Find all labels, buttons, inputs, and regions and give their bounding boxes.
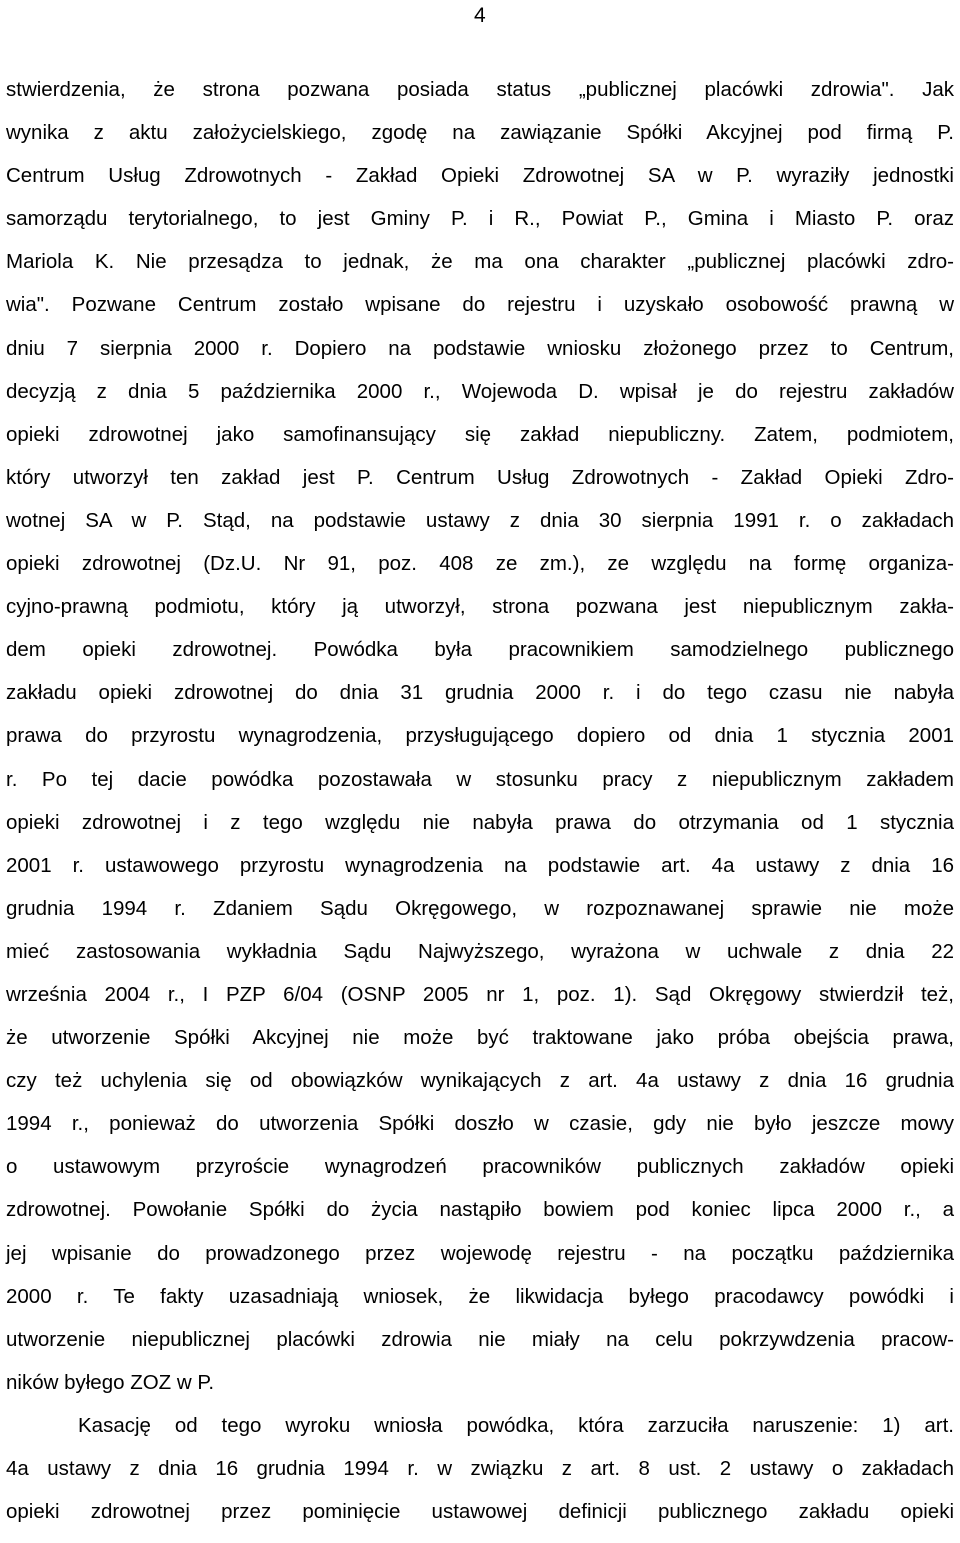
- text-line: dniu 7 sierpnia 2000 r. Dopiero na podstawie wniosku złożonego przez to Centrum,: [6, 336, 954, 360]
- text-line: opieki zdrowotnej i z tego względu nie nabyła prawa do otrzymania od 1 stycznia: [6, 810, 954, 834]
- text-line: 2001 r. ustawowego przyrostu wynagrodzenia na podstawie art. 4a ustawy z dnia 16: [6, 853, 954, 877]
- paragraph-1: [6, 68, 954, 1404]
- text-line: utworzenie niepublicznej placówki zdrowia nie miały na celu pokrzywdzenia pracow-: [6, 1327, 954, 1351]
- text-line: wia". Pozwane Centrum zostało wpisane do rejestru i uzyskało osobowość prawną w: [6, 293, 954, 317]
- text-line: 4a ustawy z dnia 16 grudnia 1994 r. w związku z art. 8 ust. 2 ustawy o zakładach: [6, 1457, 954, 1480]
- text-line: cyjno-prawną podmiotu, który ją utworzył, strona pozwana jest niepublicznym zakła-: [6, 595, 954, 619]
- text-line: opieki zdrowotnej (Dz.U. Nr 91, poz. 408 ze zm.), ze względu na formę organiza-: [6, 552, 954, 576]
- text-line: samorządu terytorialnego, to jest Gminy P. i R., Powiat P., Gmina i Miasto P. oraz: [6, 207, 954, 231]
- text-line: 2000 r. Te fakty uzasadniają wniosek, że likwidacja byłego pracodawcy powódki i: [6, 1284, 954, 1308]
- text-line: decyzją z dnia 5 października 2000 r., Wojewoda D. wpisał je do rejestru zakładów: [6, 379, 954, 403]
- paragraph-2: [6, 1404, 954, 1533]
- text-line: grudnia 1994 r. Zdaniem Sądu Okręgowego, w rozpoznawanej sprawie nie może: [6, 896, 954, 920]
- page-number: 4: [474, 4, 486, 27]
- text-line: opieki zdrowotnej jako samofinansujący się zakład niepubliczny. Zatem, podmiotem,: [6, 422, 954, 446]
- text-line: mieć zastosowania wykładnia Sądu Najwyższego, wyrażona w uchwale z dnia 22: [6, 939, 954, 963]
- text-line: września 2004 r., I PZP 6/04 (OSNP 2005 nr 1, poz. 1). Sąd Okręgowy stwierdził też,: [6, 982, 954, 1006]
- text-line: Centrum Usług Zdrowotnych - Zakład Opieki Zdrowotnej SA w P. wyraziły jednostki: [6, 164, 954, 188]
- text-line: opieki zdrowotnej przez pominięcie ustawowej definicji publicznego zakładu opieki: [6, 1500, 954, 1524]
- text-line: Mariola K. Nie przesądza to jednak, że ma ona charakter „publicznej placówki zdro-: [6, 250, 954, 274]
- text-line: dem opieki zdrowotnej. Powódka była pracownikiem samodzielnego publicznego: [6, 638, 954, 662]
- text-line: r. Po tej dacie powódka pozostawała w stosunku pracy z niepublicznym zakładem: [6, 767, 954, 791]
- text-line: jej wpisanie do prowadzonego przez wojewodę rejestru - na początku października: [6, 1241, 954, 1265]
- text-line: Kasację od tego wyroku wniosła powódka, która zarzuciła naruszenie: 1) art.: [78, 1413, 954, 1437]
- text-line: wotnej SA w P. Stąd, na podstawie ustawy z dnia 30 sierpnia 1991 r. o zakładach: [6, 508, 954, 532]
- text-line: zakładu opieki zdrowotnej do dnia 31 grudnia 2000 r. i do tego czasu nie nabyła: [6, 681, 954, 705]
- text-line: prawa do przyrostu wynagrodzenia, przysługującego dopiero od dnia 1 stycznia 2001: [6, 724, 954, 748]
- text-line: stwierdzenia, że strona pozwana posiada status „publicznej placówki zdrowia". Jak: [6, 78, 954, 101]
- text-line: wynika z aktu założycielskiego, zgodę na zawiązanie Spółki Akcyjnej pod firmą P.: [6, 121, 954, 145]
- text-line: 1994 r., ponieważ do utworzenia Spółki doszło w czasie, gdy nie było jeszcze mowy: [6, 1112, 954, 1136]
- text-line: czy też uchylenia się od obowiązków wynikających z art. 4a ustawy z dnia 16 grudnia: [6, 1069, 954, 1093]
- document-body: [6, 68, 954, 1533]
- text-line: że utworzenie Spółki Akcyjnej nie może być traktowane jako próba obejścia prawa,: [6, 1026, 954, 1050]
- text-line: o ustawowym przyroście wynagrodzeń pracowników publicznych zakładów opieki: [6, 1155, 954, 1179]
- text-line: zdrowotnej. Powołanie Spółki do życia nastąpiło bowiem pod koniec lipca 2000 r., a: [6, 1198, 954, 1222]
- text-line: ników byłego ZOZ w P.: [6, 1370, 215, 1394]
- text-line: który utworzył ten zakład jest P. Centrum Usług Zdrowotnych - Zakład Opieki Zdro-: [6, 465, 954, 489]
